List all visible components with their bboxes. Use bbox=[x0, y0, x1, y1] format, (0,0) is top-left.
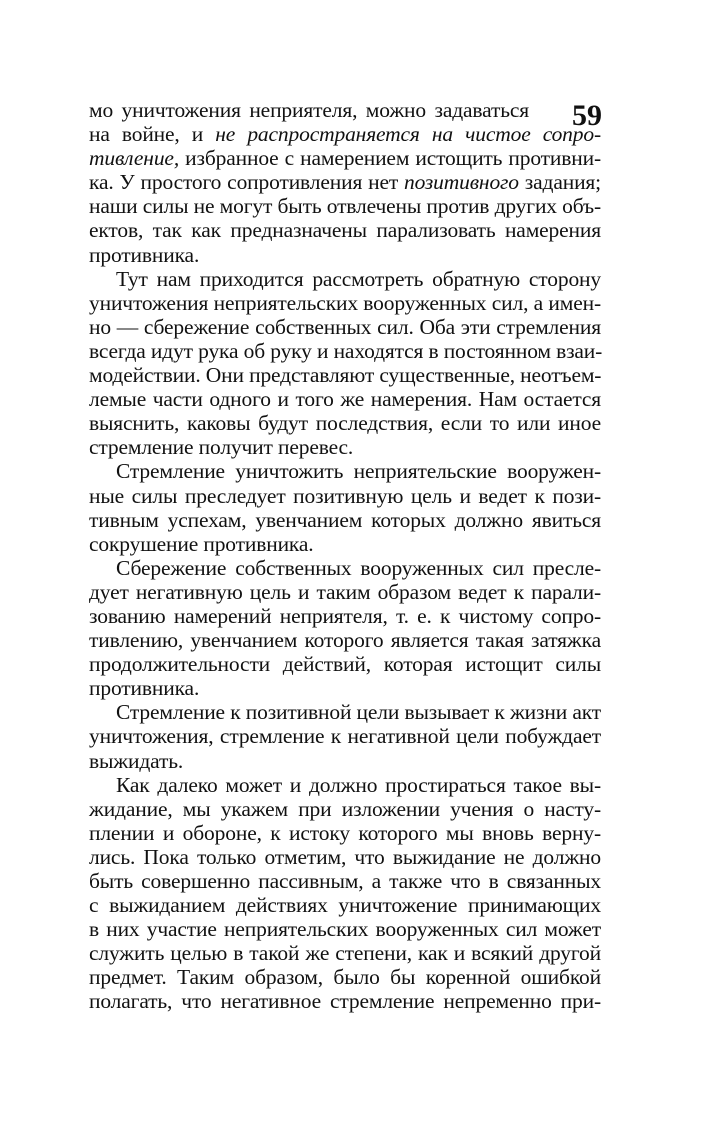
text-segment: наши силы не могут быть отвлечены против других объ- bbox=[89, 194, 601, 219]
text-line bbox=[89, 243, 601, 267]
text-line bbox=[89, 845, 601, 869]
text-segment: продолжительности действий, которая истощит силы bbox=[89, 652, 601, 677]
text-line bbox=[89, 628, 601, 652]
text-segment: мо уничтожения неприятеля, можно задаваться bbox=[89, 98, 529, 122]
text-line bbox=[89, 459, 601, 483]
text-segment: выяснить, каковы будут последствия, если то или иное bbox=[89, 411, 601, 436]
text-segment: с выжиданием действиях уничтожение принимающих bbox=[89, 893, 601, 918]
text-line bbox=[89, 218, 601, 242]
text-segment: противника. bbox=[89, 676, 200, 701]
text-line bbox=[89, 484, 601, 508]
text-segment: модействии. Они представляют существенные, неотъем- bbox=[89, 363, 602, 388]
text-segment: быть совершенно пассивным, а также что в связанных bbox=[89, 869, 601, 893]
text-segment: ка. У простого сопротивления нет bbox=[89, 170, 405, 195]
text-line bbox=[89, 146, 601, 170]
text-segment: ектов, так как предназначены парализовать намерения bbox=[89, 218, 601, 243]
text-line bbox=[89, 989, 601, 1013]
text-segment: Тут нам приходится рассмотреть обратную сторону bbox=[116, 266, 601, 291]
text-line bbox=[89, 194, 601, 218]
text-line bbox=[89, 941, 601, 965]
text-segment: Сбережение собственных вооруженных сил пресле- bbox=[116, 555, 601, 580]
text-line bbox=[89, 893, 601, 917]
text-segment: стремление получит перевес. bbox=[89, 435, 354, 460]
text-line bbox=[89, 508, 601, 532]
text-segment: но — сбережение собственных сил. Оба эти стремления bbox=[89, 314, 601, 339]
text-line bbox=[89, 122, 601, 146]
text-segment: дует негативную цель и таким образом ведет к парали- bbox=[89, 579, 601, 604]
page-number: 59 bbox=[572, 99, 602, 132]
text-line bbox=[89, 917, 601, 941]
text-segment: Стремление уничтожить неприятельские вооружен- bbox=[116, 459, 601, 484]
text-segment: задания; bbox=[518, 170, 601, 195]
text-line bbox=[89, 170, 601, 194]
text-segment: ные силы преследует позитивную цель и ведет к пози- bbox=[89, 483, 601, 508]
text-segment: выжидать. bbox=[89, 748, 184, 773]
text-segment: на войне, и bbox=[89, 122, 216, 147]
text-line bbox=[89, 676, 601, 700]
body-text bbox=[89, 98, 601, 1014]
text-line bbox=[89, 556, 601, 580]
text-line bbox=[89, 291, 601, 315]
text-segment: в них участие неприятельских вооруженных сил может bbox=[89, 917, 601, 942]
text-line bbox=[89, 700, 601, 724]
text-segment: Как далеко может и должно простираться такое вы- bbox=[116, 772, 601, 797]
text-line bbox=[89, 797, 601, 821]
text-line bbox=[89, 387, 601, 411]
text-segment: избранное с намерением истощить противни- bbox=[179, 146, 601, 171]
text-segment: лемые части одного и того же намерения. Нам остается bbox=[89, 387, 601, 412]
text-line bbox=[89, 267, 601, 291]
italic-text: не распространяется на чистое сопро- bbox=[215, 122, 601, 147]
text-line bbox=[89, 652, 601, 676]
text-segment: Стремление к позитивной цели вызывает к жизни акт bbox=[116, 700, 601, 725]
text-line bbox=[89, 821, 601, 845]
text-line bbox=[89, 435, 601, 459]
text-segment: предмет. Таким образом, было бы коренной ошибкой bbox=[89, 965, 601, 990]
text-line bbox=[89, 965, 601, 989]
text-segment: уничтожения, стремление к негативной цели побуждает bbox=[89, 724, 601, 749]
text-line bbox=[89, 339, 601, 363]
text-line bbox=[89, 580, 601, 604]
text-segment: жидание, мы укажем при изложении учения о насту- bbox=[89, 796, 601, 821]
text-line bbox=[89, 411, 601, 435]
text-line bbox=[89, 532, 601, 556]
text-line bbox=[89, 315, 601, 339]
text-line bbox=[89, 604, 601, 628]
text-line bbox=[89, 749, 601, 773]
text-line bbox=[89, 773, 601, 797]
italic-text: позитивного bbox=[404, 170, 519, 195]
text-segment: противника. bbox=[89, 242, 200, 267]
text-line bbox=[89, 98, 529, 122]
text-segment: сокрушение противника. bbox=[89, 531, 314, 556]
text-line bbox=[89, 724, 601, 748]
text-segment: лись. Пока только отметим, что выжидание не должно bbox=[89, 844, 601, 869]
text-segment: тивным успехам, увенчанием которых должно явиться bbox=[89, 507, 601, 532]
text-segment: полагать, что негативное стремление непременно при- bbox=[89, 989, 601, 1014]
text-segment: тивлению, увенчанием которого является такая затяжка bbox=[89, 628, 601, 653]
text-segment: служить целью в такой же степени, как и всякий другой bbox=[89, 941, 601, 966]
text-line bbox=[89, 869, 601, 893]
italic-text: тивление, bbox=[89, 146, 180, 171]
text-segment: плении и обороне, к истоку которого мы вновь верну- bbox=[89, 820, 601, 845]
text-segment: зованию намерений неприятеля, т. е. к чистому сопро- bbox=[89, 603, 601, 628]
text-segment: уничтожения неприятельских вооруженных сил, а имен- bbox=[89, 290, 601, 315]
text-line bbox=[89, 363, 601, 387]
text-segment: всегда идут рука об руку и находятся в постоянном взаи- bbox=[89, 338, 603, 363]
